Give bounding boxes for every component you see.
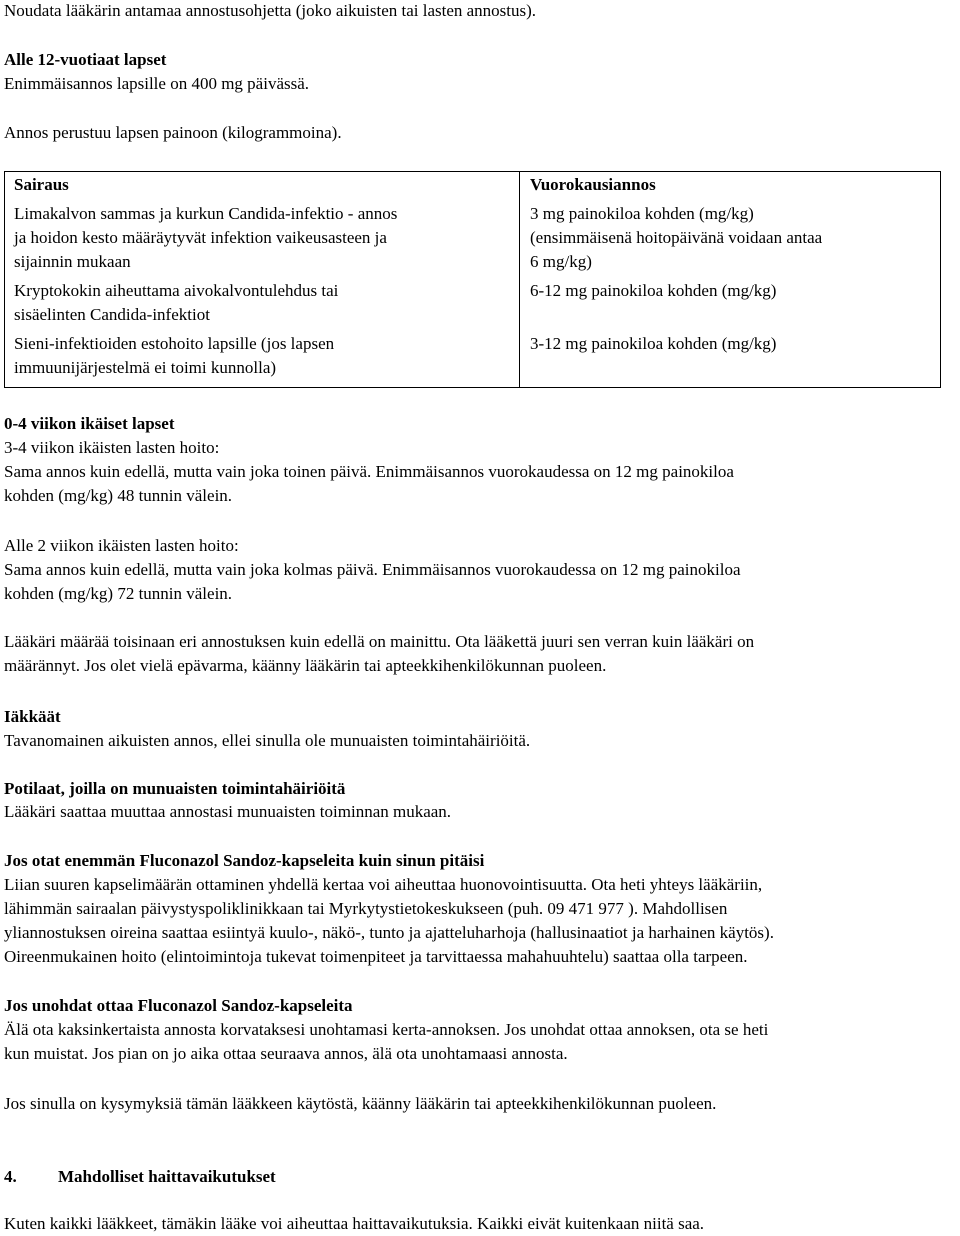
infants-week34-line-1: Sama annos kuin edellä, mutta vain joka toinen päivä. Enimmäisannos vuorokaudessa on 12 mg painokiloa <box>4 462 734 481</box>
overdose-line-4: Oireenmukainen hoito (elintoimintoja tukevat toimenpiteet ja tarvittaessa mahahuuhtelu) saattaa olla tarpeen. <box>4 947 748 966</box>
table-row-3-condition-line-2: immuunijärjestelmä ei toimi kunnolla) <box>14 358 277 377</box>
table-row-2-dose-line-1: 6-12 mg painokiloa kohden (mg/kg) <box>530 281 777 300</box>
dose-table <box>4 171 941 388</box>
infants-under2-line-1: Sama annos kuin edellä, mutta vain joka kolmas päivä. Enimmäisannos vuorokaudessa on 12 mg painokiloa <box>4 560 741 579</box>
table-row-1-dose-line-1: 3 mg painokiloa kohden (mg/kg) <box>530 204 754 223</box>
table-row-3-dose-line-1: 3-12 mg painokiloa kohden (mg/kg) <box>530 334 777 353</box>
doctor-note-line-2: määrännyt. Jos olet vielä epävarma, käänny lääkärin tai apteekkihenkilökunnan puoleen. <box>4 656 607 675</box>
infants-under2-line-2: kohden (mg/kg) 72 tunnin välein. <box>4 584 233 603</box>
table-row-1-condition-line-3: sijainnin mukaan <box>14 252 131 271</box>
infants-week34-line-2: kohden (mg/kg) 48 tunnin välein. <box>4 486 233 505</box>
under12-basis: Annos perustuu lapsen painoon (kilogrammoina). <box>4 123 342 142</box>
overdose-line-3: yliannostuksen oireina saattaa esiintyä kuulo-, näkö-, tunto ja ajatteluharhoja (hallusinaatiot ja harhainen käytös). <box>4 923 774 942</box>
section-4-text: Kuten kaikki lääkkeet, tämäkin lääke voi aiheuttaa haittavaikutuksia. Kaikki eivät kuitenkaan niitä saa. <box>4 1214 705 1233</box>
elderly-text: Tavanomainen aikuisten annos, ellei sinulla ole munuaisten toimintahäiriöitä. <box>4 731 531 750</box>
intro-text: Noudata lääkärin antamaa annostusohjetta (joko aikuisten tai lasten annostus). <box>4 1 537 20</box>
missed-dose-line-2: kun muistat. Jos pian on jo aika ottaa seuraava annos, älä ota unohtamaasi annosta. <box>4 1044 568 1063</box>
infants-under2-label: Alle 2 viikon ikäisten lasten hoito: <box>4 536 239 555</box>
kidney-text: Lääkäri saattaa muuttaa annostasi munuaisten toiminnan mukaan. <box>4 802 452 821</box>
kidney-heading: Potilaat, joilla on munuaisten toimintahäiriöitä <box>4 779 346 798</box>
overdose-line-2: lähimmän sairaalan päivystyspoliklinikkaan tai Myrkytystietokeskukseen (puh. 09 471 977 ). Mahdollisen <box>4 899 728 918</box>
section-4-title: Mahdolliset haittavaikutukset <box>58 1167 276 1186</box>
table-row-1-dose-line-3: 6 mg/kg) <box>530 252 592 271</box>
table-column-divider <box>519 172 520 387</box>
table-header-condition: Sairaus <box>14 175 69 194</box>
table-row-1-condition-line-1: Limakalvon sammas ja kurkun Candida-infektio - annos <box>14 204 398 223</box>
table-row-1-condition-line-2: ja hoidon kesto määräytyvät infektion vaikeusasteen ja <box>14 228 387 247</box>
doctor-note-line-1: Lääkäri määrää toisinaan eri annostuksen kuin edellä on mainittu. Ota lääkettä juuri sen verran kuin lääkäri on <box>4 632 755 651</box>
section-4-number: 4. <box>4 1167 17 1186</box>
table-row-1-dose-line-2: (ensimmäisenä hoitopäivänä voidaan antaa <box>530 228 823 247</box>
under12-max-dose: Enimmäisannos lapsille on 400 mg päivässä. <box>4 74 310 93</box>
overdose-heading: Jos otat enemmän Fluconazol Sandoz-kapseleita kuin sinun pitäisi <box>4 851 485 870</box>
elderly-heading: Iäkkäät <box>4 707 61 726</box>
table-header-daily-dose: Vuorokausiannos <box>530 175 656 194</box>
table-row-3-condition-line-1: Sieni-infektioiden estohoito lapsille (jos lapsen <box>14 334 335 353</box>
overdose-line-1: Liian suuren kapselimäärän ottaminen yhdellä kertaa voi aiheuttaa huonovointisuutta. Ota heti yhteys lääkäriin, <box>4 875 763 894</box>
missed-dose-heading: Jos unohdat ottaa Fluconazol Sandoz-kapseleita <box>4 996 353 1015</box>
infants-week34-label: 3-4 viikon ikäisten lasten hoito: <box>4 438 220 457</box>
table-row-2-condition-line-2: sisäelinten Candida-infektiot <box>14 305 210 324</box>
questions-text: Jos sinulla on kysymyksiä tämän lääkkeen käytöstä, käänny lääkärin tai apteekkihenkilökunnan puoleen. <box>4 1094 717 1113</box>
under12-heading: Alle 12-vuotiaat lapset <box>4 50 167 69</box>
table-row-2-condition-line-1: Kryptokokin aiheuttama aivokalvontulehdus tai <box>14 281 339 300</box>
missed-dose-line-1: Älä ota kaksinkertaista annosta korvataksesi unohtamasi kerta-annoksen. Jos unohdat ottaa annoksen, ota se heti <box>4 1020 769 1039</box>
infants-heading: 0-4 viikon ikäiset lapset <box>4 414 175 433</box>
